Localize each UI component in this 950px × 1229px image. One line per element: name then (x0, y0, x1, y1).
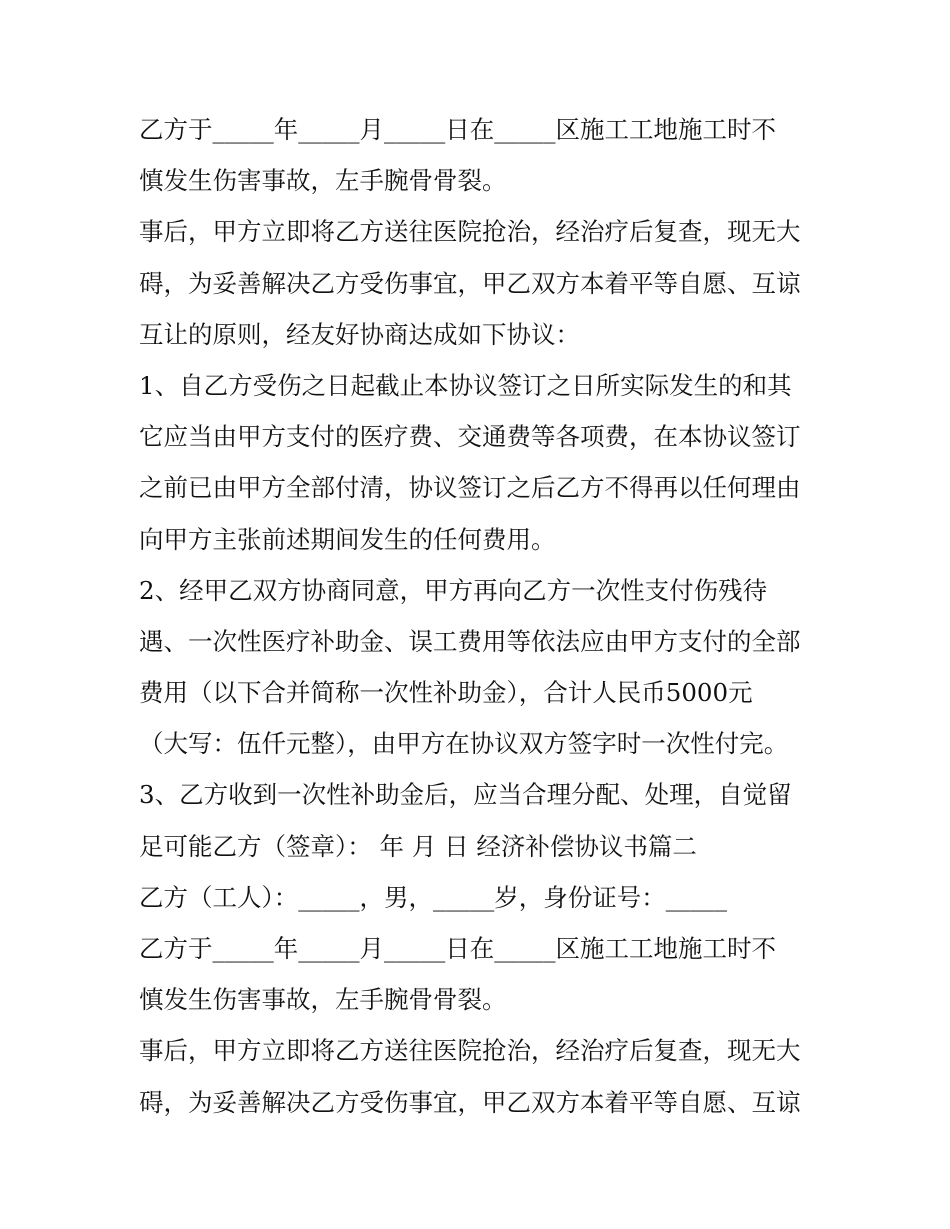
text-line: 乙方于_____年_____月_____日在_____区施工工地施工时不 (139, 115, 776, 144)
document-body (139, 108, 829, 1132)
text-line: 乙方（工人）：_____，男，_____岁，身份证号：_____ (139, 882, 727, 912)
text-line: 事后，甲方立即将乙方送往医院抢治，经治疗后复查，现无大 (139, 1036, 801, 1066)
text-line: 1、自乙方受伤之日起截止本协议签订之日所实际发生的和其 (139, 370, 792, 400)
text-line: 遇、一次性医疗补助金、误工费用等依法应由甲方支付的全部 (139, 626, 801, 656)
text-line: 费用（以下合并简称一次性补助金），合计人民币5000元 (139, 678, 753, 708)
text-line: 向甲方主张前述期间发生的任何费用。 (139, 524, 556, 554)
text-line: 2、经甲乙双方协商同意，甲方再向乙方一次性支付伤残待 (139, 575, 768, 605)
text-line: 慎发生伤害事故，左手腕骨骨裂。 (139, 985, 507, 1015)
text-line: 之前已由甲方全部付清，协议签订之后乙方不得再以任何理由 (139, 473, 801, 503)
text-line: 事后，甲方立即将乙方送往医院抢治，经治疗后复查，现无大 (139, 217, 801, 247)
text-line: 3、乙方收到一次性补助金后，应当合理分配、处理，自觉留 (139, 780, 792, 810)
text-line: 它应当由甲方支付的医疗费、交通费等各项费，在本协议签订 (139, 422, 801, 452)
text-line: 足可能乙方（签章）： 年 月 日 经济补偿协议书篇二 (139, 831, 697, 861)
text-line: （大写：伍仟元整），由甲方在协议双方签字时一次性付完。 (139, 729, 789, 759)
text-line: 乙方于_____年_____月_____日在_____区施工工地施工时不 (139, 934, 776, 963)
text-line: 碍，为妥善解决乙方受伤事宜，甲乙双方本着平等自愿、互谅 (139, 1087, 801, 1117)
text-line: 互让的原则，经友好协商达成如下协议： (139, 319, 580, 349)
text-line: 碍，为妥善解决乙方受伤事宜，甲乙双方本着平等自愿、互谅 (139, 268, 801, 298)
text-line: 慎发生伤害事故，左手腕骨骨裂。 (139, 166, 507, 196)
